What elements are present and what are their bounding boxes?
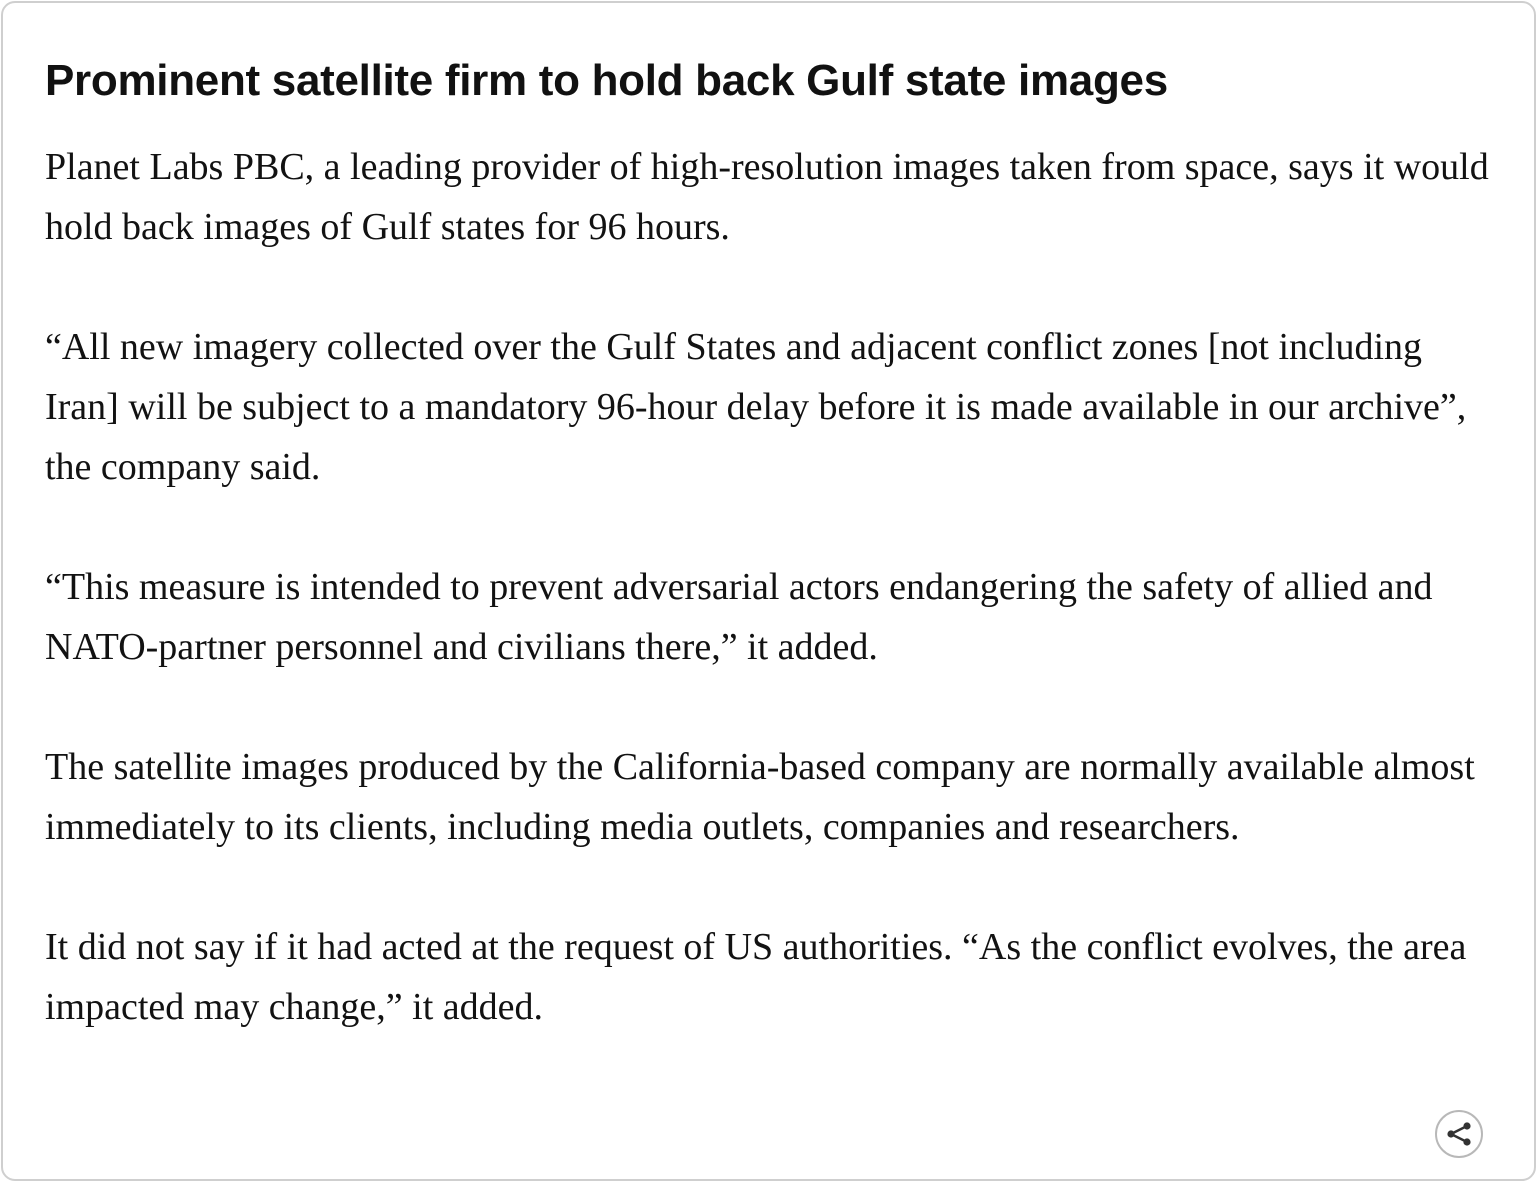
share-icon — [1437, 1112, 1481, 1156]
article-headline: Prominent satellite firm to hold back Gulf state images — [45, 56, 1168, 105]
article-paragraph-2: “All new imagery collected over the Gulf States and adjacent conflict zones [not including Iran] will be subject to a mandatory 96-hour delay before it is made available in our archive”, the company said. — [45, 326, 1467, 488]
article-paragraph-3: “This measure is intended to prevent adversarial actors endangering the safety of allied and NATO-partner personnel and civilians there,” it added. — [45, 566, 1433, 668]
article-paragraph-5: It did not say if it had acted at the request of US authorities. “As the conflict evolves, the area impacted may change,” it added. — [45, 926, 1467, 1028]
article-paragraph-1: Planet Labs PBC, a leading provider of high-resolution images taken from space, says it would hold back images of Gulf states for 96 hours. — [45, 146, 1489, 248]
article-body — [45, 137, 1501, 1097]
article-paragraph-4: The satellite images produced by the California-based company are normally available almost immediately to its clients, including media outlets, companies and researchers. — [45, 746, 1475, 848]
share-button[interactable] — [1425, 1105, 1495, 1145]
article-card — [1, 1, 1536, 1181]
